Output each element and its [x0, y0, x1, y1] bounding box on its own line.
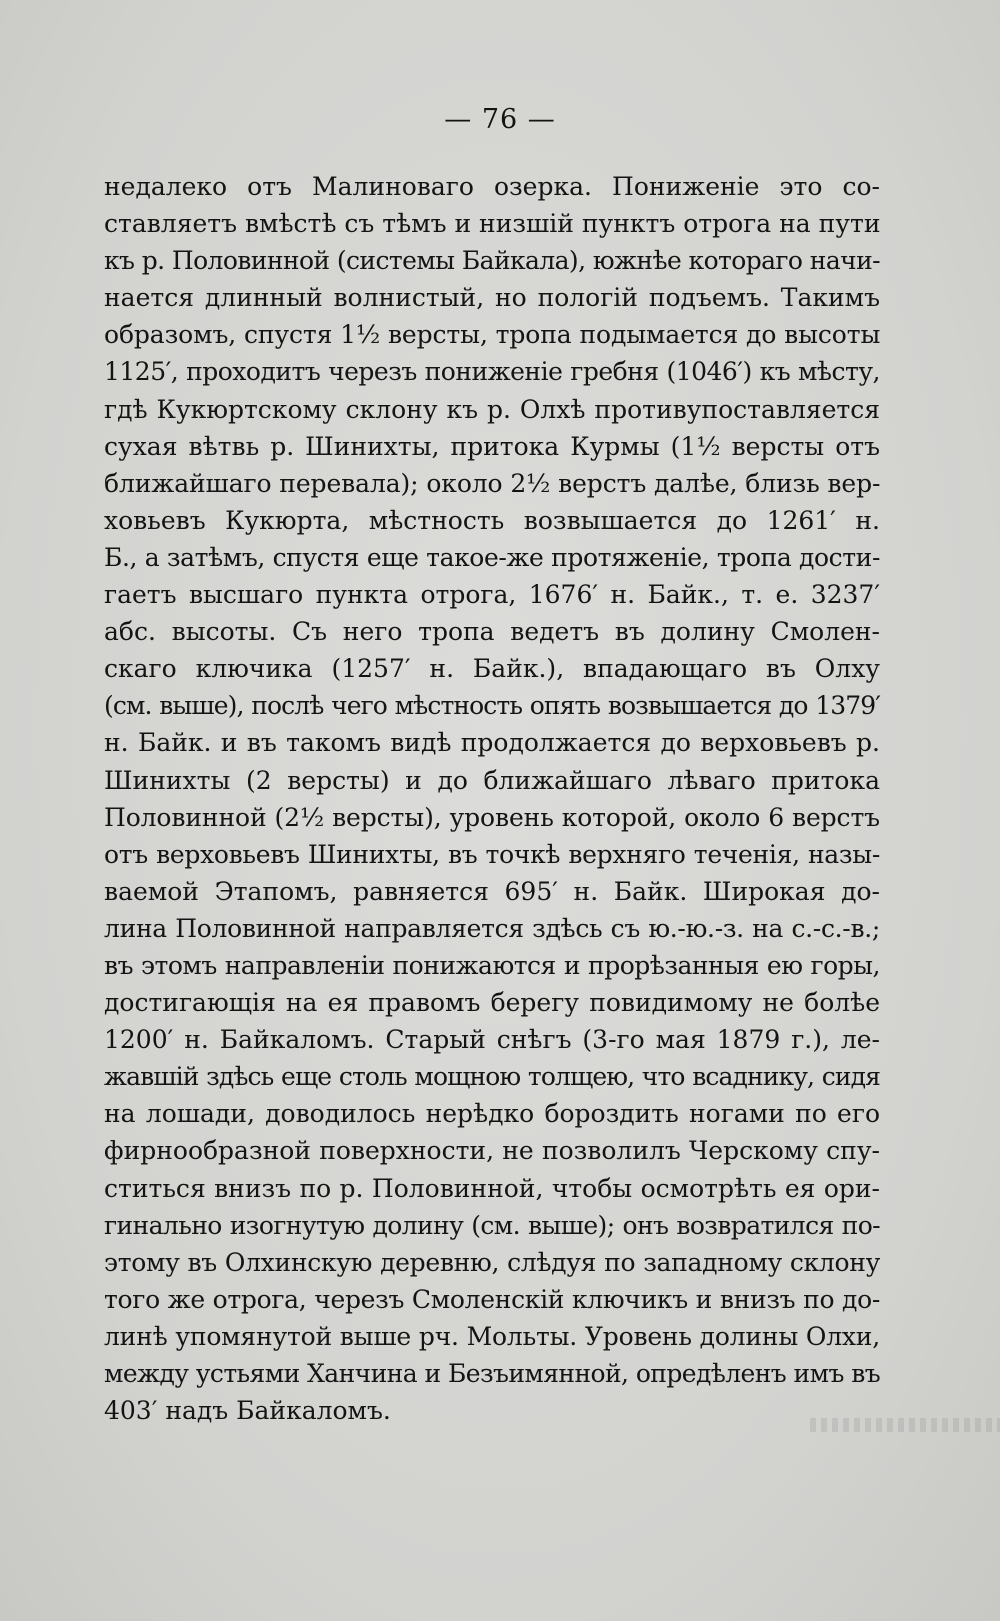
text-line: ститься внизъ по р. Половинной, чтобы осмотрѣть ея ори- [104, 1173, 880, 1203]
text-line: того же отрога, черезъ Смоленскій ключикъ и внизъ по до- [104, 1284, 880, 1314]
text-line: отъ верховьевъ Шинихты, въ точкѣ верхняго теченія, назы- [104, 839, 880, 869]
text-line: ховьевъ Кукюрта, мѣстность возвышается до 1261′ н. [104, 505, 880, 535]
text-line: этому въ Олхинскую деревню, слѣдуя по западному склону [104, 1247, 880, 1277]
page-number: — 76 — [444, 104, 556, 135]
text-line: между устьями Ханчина и Безъимянной, опредѣленъ имъ въ [104, 1359, 880, 1388]
text-line: ближайшаго перевала); около 2½ верстъ далѣе, близь вер- [104, 468, 881, 498]
text-line: скаго ключика (1257′ н. Байк.), впадающаго въ Олху [104, 654, 880, 684]
text-line: (см. выше), послѣ чего мѣстность опять возвышается до 1379′ [104, 691, 880, 721]
text-line: образомъ, спустя 1½ версты, тропа подымается до высоты [104, 320, 881, 350]
text-line: н. Байк. и въ такомъ видѣ продолжается до верховьевъ р. [104, 728, 880, 758]
text-line: Шинихты (2 версты) и до ближайшаго лѣваго притока [104, 765, 880, 795]
text-line: на лошади, доводилось нерѣдко бороздить ногами по его [104, 1099, 880, 1129]
text-line: фирнообразной поверхности, не позволилъ Черскому спу- [104, 1136, 880, 1166]
text-line: ваемой Этапомъ, равняется 695′ н. Байк. Широкая до- [104, 876, 880, 906]
text-line: линѣ упомянутой выше рч. Мольты. Уровень долины Олхи, [104, 1321, 880, 1351]
text-line: 403′ надъ Байкаломъ. [104, 1396, 391, 1426]
text-line: Б., а затѣмъ, спустя еще такое-же протяженіе, тропа дости- [104, 542, 880, 572]
text-line: достигающія на ея правомъ берегу повидимому не болѣе [104, 988, 880, 1018]
text-line: абс. высоты. Съ него тропа ведетъ въ долину Смолен- [104, 617, 880, 647]
body-text [104, 168, 880, 1429]
text-line: Половинной (2½ версты), уровень которой, около 6 верстъ [104, 802, 880, 832]
text-line: жавшій здѣсь еще столь мощною толщею, что всаднику, сидя [104, 1062, 880, 1092]
bleed-through-mark [810, 1418, 1000, 1432]
text-line: нается длинный волнистый, но пологій подъемъ. Такимъ [104, 283, 880, 313]
text-line: гаетъ высшаго пункта отрога, 1676′ н. Байк., т. е. 3237′ [104, 580, 880, 610]
text-line: недалеко отъ Малиноваго озерка. Пониженіе это со- [104, 172, 880, 201]
text-line: гдѣ Кукюртскому склону къ р. Олхѣ противупоставляется [104, 394, 880, 424]
text-line: лина Половинной направляется здѣсь съ ю.-ю.-з. на с.-с.-в.; [104, 913, 880, 943]
text-line: ставляетъ вмѣстѣ съ тѣмъ и низшій пунктъ отрога на пути [104, 209, 881, 239]
text-line: въ этомъ направленіи понижаются и прорѣзанныя ею горы, [104, 950, 880, 980]
text-line: сухая вѣтвь р. Шинихты, притока Курмы (1½ версты отъ [104, 431, 880, 461]
text-line: 1125′, проходитъ черезъ пониженіе гребня (1046′) къ мѣсту, [104, 357, 880, 387]
text-line: гинально изогнутую долину (см. выше); онъ возвратился по- [104, 1210, 880, 1240]
text-line: къ р. Половинной (системы Байкала), южнѣе котораго начи- [104, 246, 880, 276]
text-line: 1200′ н. Байкаломъ. Старый снѣгъ (3-го мая 1879 г.), ле- [104, 1025, 880, 1055]
